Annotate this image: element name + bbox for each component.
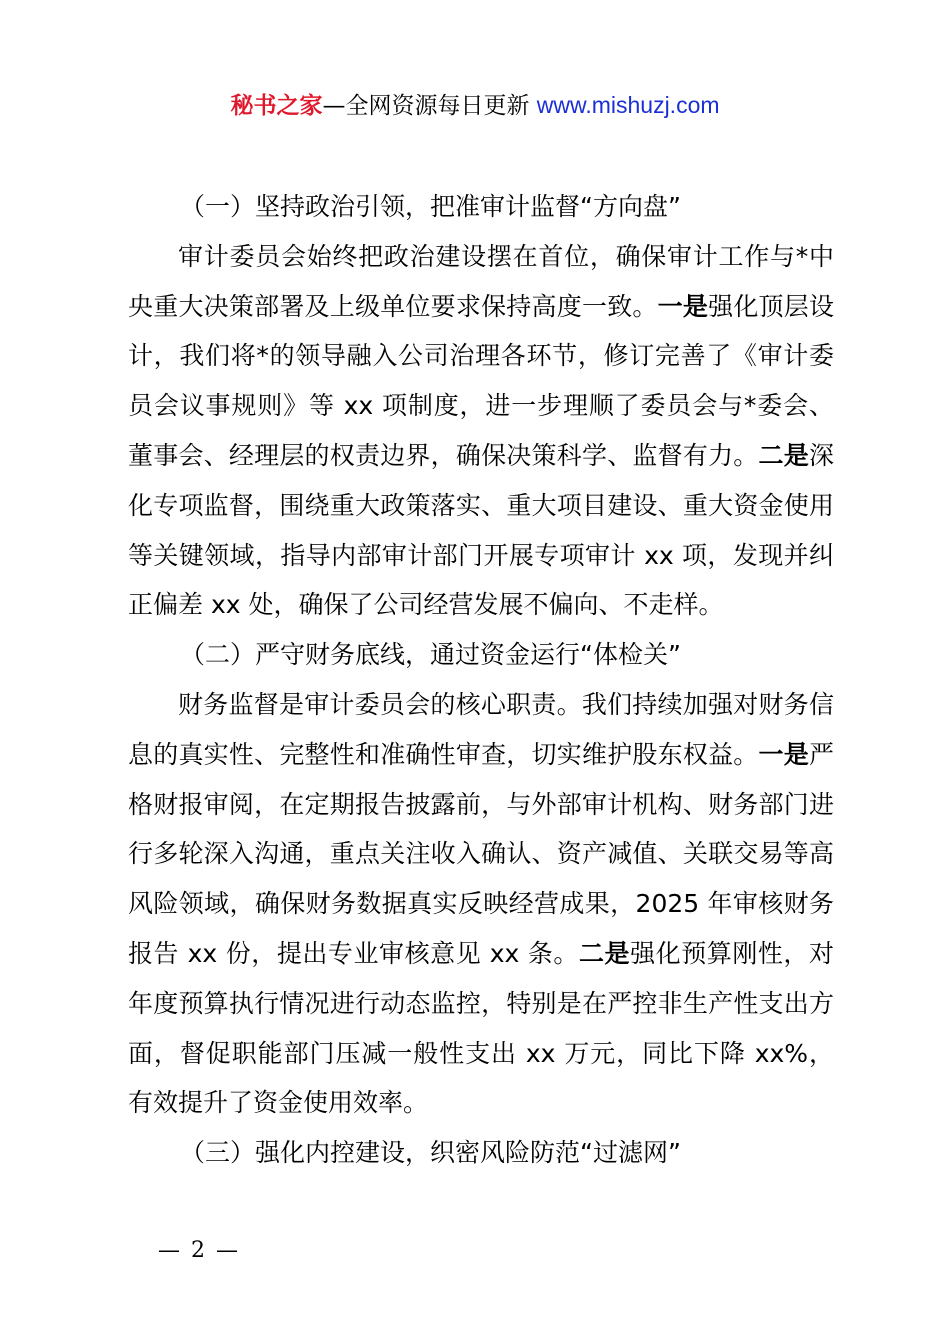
section-paragraph-1 xyxy=(128,232,834,630)
brand-name: 秘书之家 xyxy=(230,93,323,119)
site-url-link[interactable]: www.mishuzj.com xyxy=(536,92,720,118)
text-run: 强化预算刚性，对年度预算执行情况进行动态监控，特别是在严控非生产性支出方面，督促职能部门压减一般性支出 xx 万元，同比下降 xx%，有效提升了资金使用效率。 xyxy=(128,938,834,1118)
text-run: 财务监督是审计委员会的核心职责。我们持续加强对财务信息的真实性、完整性和准确性审查，切实维护股东权益。 xyxy=(128,689,834,769)
document-body xyxy=(128,182,834,1178)
text-run: 强化顶层设计，我们将*的领导融入公司治理各环节，修订完善了《审计委员会议事规则》等 xx 项制度，进一步理顺了委员会与*委会、董事会、经理层的权责边界，确保决策科学、监督有力。 xyxy=(128,291,834,470)
section-heading-2: （二）严守财务底线，通过资金运行“体检关” xyxy=(180,640,681,670)
section-paragraph-2 xyxy=(128,680,834,1128)
section-heading-1: （一）坚持政治引领，把准审计监督“方向盘” xyxy=(180,192,681,221)
site-header xyxy=(0,88,950,123)
page-number: — 2 — xyxy=(158,1238,240,1263)
emphasis-run: 一是 xyxy=(758,739,809,769)
emphasis-run: 二是 xyxy=(578,938,631,968)
text-run: 深化专项监督，围绕重大政策落实、重大项目建设、重大资金使用等关键领域，指导内部审计部门开展专项审计 xx 项，发现并纠正偏差 xx 处，确保了公司经营发展不偏向、不走样。 xyxy=(128,440,834,620)
emphasis-run: 一是 xyxy=(657,291,709,321)
section-heading-3: （三）强化内控建设，织密风险防范“过滤网” xyxy=(180,1138,681,1168)
header-tagline: —全网资源每日更新 xyxy=(322,93,530,119)
text-run: 审计委员会始终把政治建设摆在首位，确保审计工作与*中央重大决策部署及上级单位要求保持高度一致。 xyxy=(128,241,834,321)
emphasis-run: 二是 xyxy=(758,440,809,470)
text-run: 严格财报审阅，在定期报告披露前，与外部审计机构、财务部门进行多轮深入沟通，重点关注收入确认、资产减值、关联交易等高风险领域，确保财务数据真实反映经营成果，2025 年审核财务报告 xx 份，提出专业审核意见 xx 条。 xyxy=(128,739,834,968)
